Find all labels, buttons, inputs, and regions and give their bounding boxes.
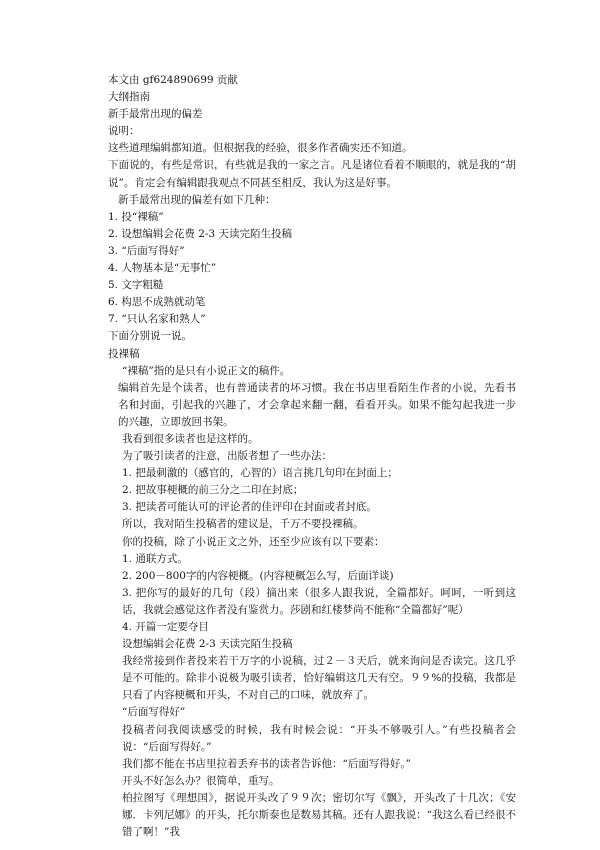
list-item: 1. 通联方式。 (122, 552, 188, 565)
section-paragraph: 你的投稿，除了小说正文之外，还至少应该有以下要素： (122, 535, 385, 548)
list-item: 2. 设想编辑会花费 2-3 天读完陌生投稿 (108, 227, 292, 240)
section-paragraph: “裸稿”指的是只有小说正文的稿件。 (122, 364, 291, 377)
intro-paragraph-1: 这些道理编辑都知道。但根据我的经验，很多作者确实还不知道。 (108, 142, 413, 155)
note-label: 说明： (108, 125, 140, 138)
methods-list (108, 465, 516, 516)
intro-paragraph-2: 下面说的，有些是常识，有些就是我的一家之言。凡是诸位看着不顺眼的，就是我的“胡说”。肯定会有编辑跟我观点不同甚至相反，我认为这是好事。 (108, 159, 516, 189)
list-item: 3. “后面写得好” (108, 244, 185, 257)
list-item: 3. 把你写的最好的几句（段）摘出来（很多人跟我说，全篇都好。呵呵，一听到这话，我就会感觉这作者没有鉴赏力。莎剧和红楼梦尚不能称“全篇都好”呢） (122, 586, 516, 616)
list-item: 1. 投“裸稿” (108, 210, 164, 223)
section-paragraph: 所以，我对陌生投稿者的建议是，千万不要投裸稿。 (122, 518, 364, 531)
header-label: 大纲指南 (108, 91, 150, 104)
list-item: 4. 开篇一定要夺目 (122, 621, 209, 633)
section-paragraph: 投稿者问我阅读感受的时候，我有时候会说：“开头不够吸引人。”有些投稿者会说：“后面写得好。” (122, 723, 516, 753)
list-item: 1. 把最刺激的（感官的，心智的）语言挑几句印在封面上； (122, 467, 398, 480)
elements-list (108, 551, 516, 619)
section-paragraph: 为了吸引读者的注意，出版者想了一些办法： (122, 450, 332, 463)
list-item: 5. 文字粗糙 (108, 279, 164, 292)
section-paragraph: 我们都不能在书店里拉着丢弃书的读者告诉他：“后面写得好。” (122, 757, 411, 770)
section-heading: 投裸稿 (108, 347, 140, 360)
list-item: 2. 把故事梗概的前三分之二印在封底； (122, 484, 304, 497)
list-item: 3. 把读者可能认可的评论者的佳评印在封面或者封底。 (122, 501, 377, 514)
section-paragraph: 开头不好怎么办？很简单，重写。 (122, 774, 280, 787)
document-page (108, 72, 516, 841)
main-title: 新手最常出现的偏差 (108, 108, 203, 121)
list-intro: 新手最常出现的偏差有如下几种： (118, 193, 276, 206)
list-item: 6. 构思不成熟就动笔 (108, 296, 206, 309)
section-paragraph: 柏拉图写《理想国》，据说开头改了９９次；密切尔写《飘》，开头改了十几次；《安娜．卡列尼娜》的开头，托尔斯泰也是数易其稿。还有人跟我说：“我这么看已经很不错了啊！”我 (122, 791, 516, 839)
section-paragraph: 编辑首先是个读者，也有普通读者的坏习惯。我在书店里看陌生作者的小说，先看书名和封面，引起我的兴趣了，才会拿起来翻一翻，看看开头。如果不能勾起我进一步的兴趣，立即放回书架。 (118, 381, 516, 428)
section-heading: “后面写得好” (122, 706, 186, 719)
list-item: 7. “只认名家和熟人” (108, 313, 206, 326)
list-item: 2. 200－800字的内容梗概。(内容梗概怎么写，后面详谈) (122, 569, 394, 582)
mistakes-list (108, 209, 516, 329)
list-outro: 下面分别说一说。 (108, 330, 192, 343)
section-paragraph: 我经常接到作者投来若干万字的小说稿，过２－３天后，就来询问是否读完。这几乎是不可能的。除非小说极为吸引读者，恰好编辑这几天有空。９９%的投稿，我都是只看了内容梗概和开头，不对自己的口味，就放弃了。 (122, 655, 516, 702)
section-heading: 设想编辑会花费 2-3 天读完陌生投稿 (122, 638, 293, 651)
section-paragraph: 我看到很多读者也是这样的。 (122, 432, 259, 445)
contributor-line: 本文由 gf624890699 贡献 (108, 74, 238, 86)
list-item: 4. 人物基本是“无事忙” (108, 262, 217, 275)
